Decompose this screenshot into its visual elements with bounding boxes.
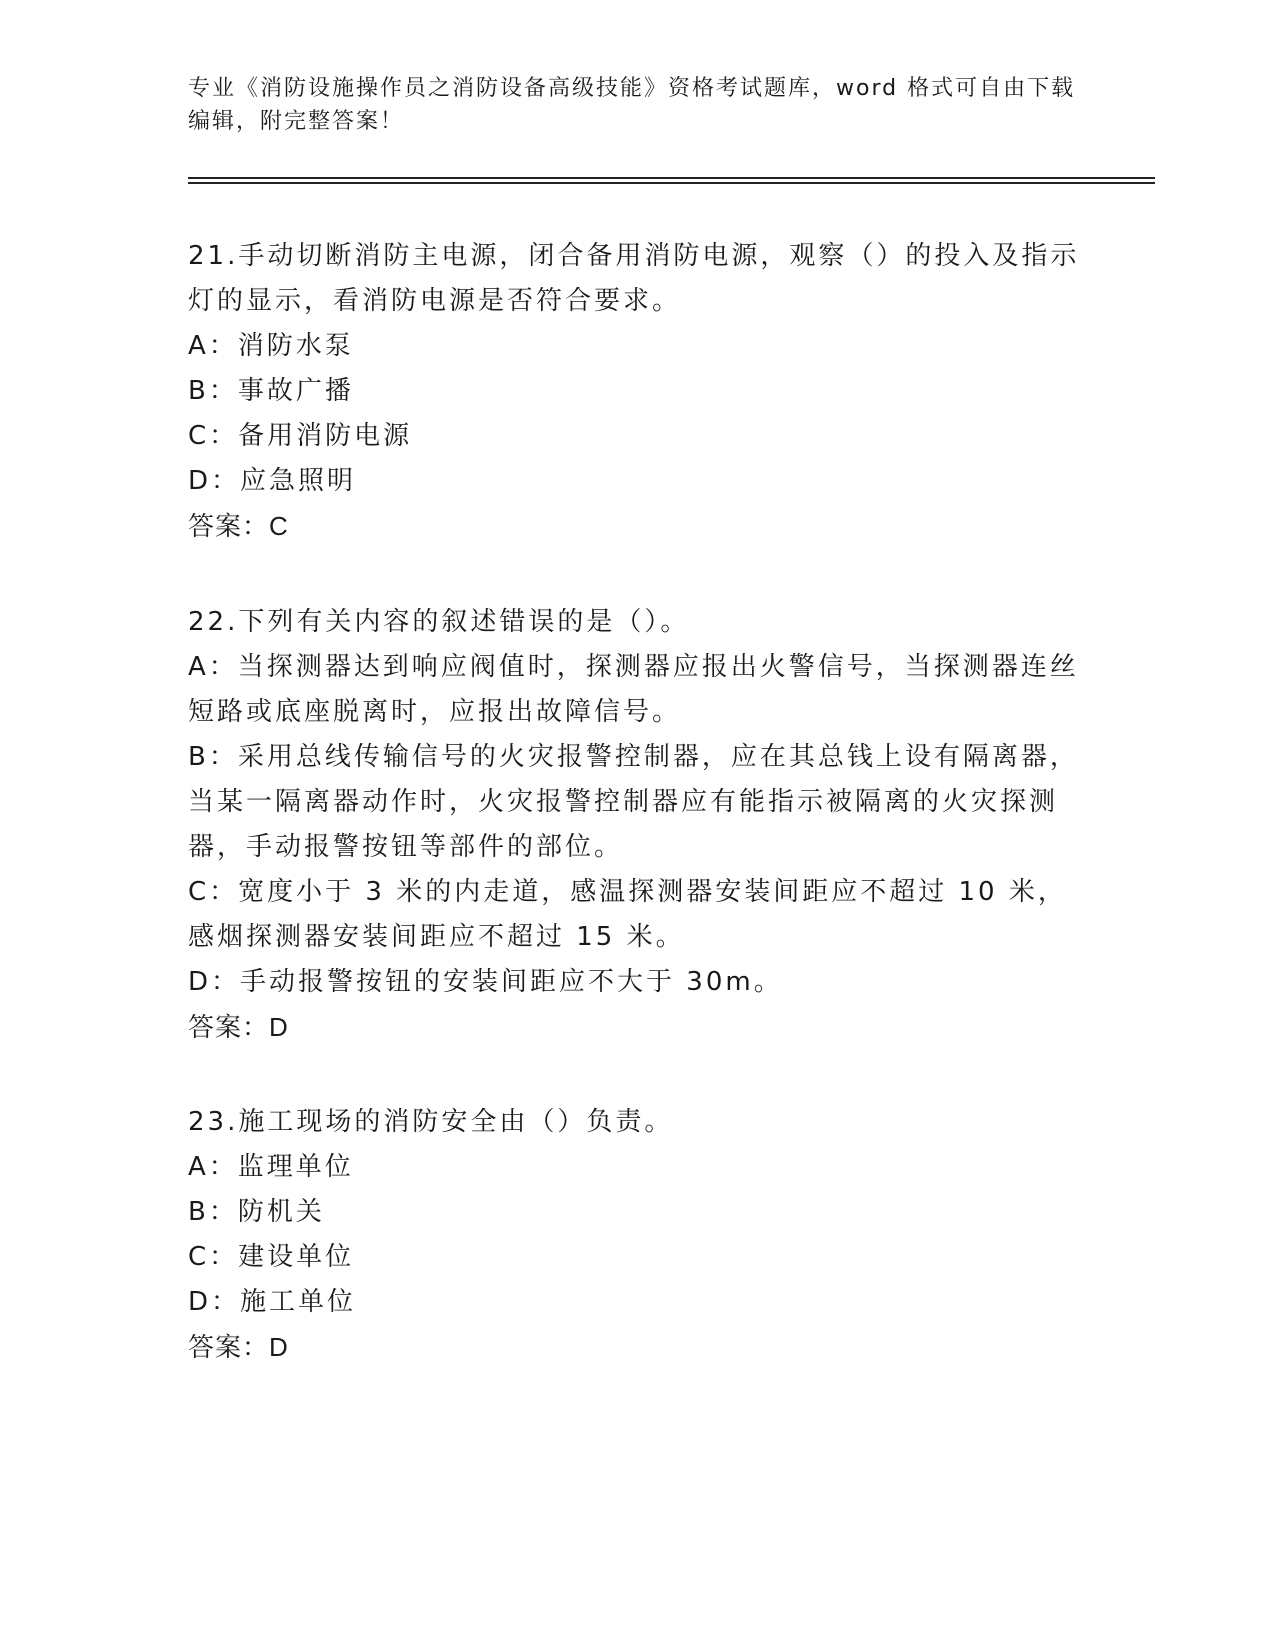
header-divider-bottom (188, 182, 1155, 184)
question-23 (188, 1100, 1088, 1370)
document-intro: 专业《消防设施操作员之消防设备高级技能》资格考试题库，word 格式可自由下载编辑，附完整答案！ (188, 76, 1076, 134)
answer-label: 答案：D (188, 1332, 289, 1362)
option-a: A：当探测器达到响应阀值时，探测器应报出火警信号，当探测器连丝短路或底座脱离时，应报出故障信号。 (188, 652, 1079, 727)
question-stem: 22.下列有关内容的叙述错误的是（）。 (188, 607, 690, 637)
option-a: A：消防水泵 (188, 331, 354, 361)
option-d: D：应急照明 (188, 466, 357, 496)
question-21 (188, 234, 1088, 549)
option-b: B：事故广播 (188, 376, 354, 406)
question-stem: 23.施工现场的消防安全由（）负责。 (188, 1107, 674, 1137)
answer-label: 答案：C (188, 511, 289, 541)
option-c: C：宽度小于 3 米的内走道，感温探测器安装间距应不超过 10 米，感烟探测器安装间距应不超过 15 米。 (188, 877, 1067, 952)
header-divider-top (188, 177, 1155, 179)
option-a: A：监理单位 (188, 1152, 354, 1182)
option-b: B：采用总线传输信号的火灾报警控制器，应在其总钱上设有隔离器，当某一隔离器动作时，火灾报警控制器应有能指示被隔离的火灾探测器，手动报警按钮等部件的部位。 (188, 742, 1079, 862)
answer-label: 答案：D (188, 1012, 289, 1042)
option-c: C：备用消防电源 (188, 421, 413, 451)
option-d: D：施工单位 (188, 1287, 357, 1317)
question-stem: 21.手动切断消防主电源，闭合备用消防电源，观察（）的投入及指示灯的显示，看消防电源是否符合要求。 (188, 241, 1080, 316)
question-22 (188, 600, 1088, 1050)
option-b: B：防机关 (188, 1197, 325, 1227)
option-c: C：建设单位 (188, 1242, 355, 1272)
option-d: D：手动报警按钮的安装间距应不大于 30m。 (188, 967, 783, 997)
